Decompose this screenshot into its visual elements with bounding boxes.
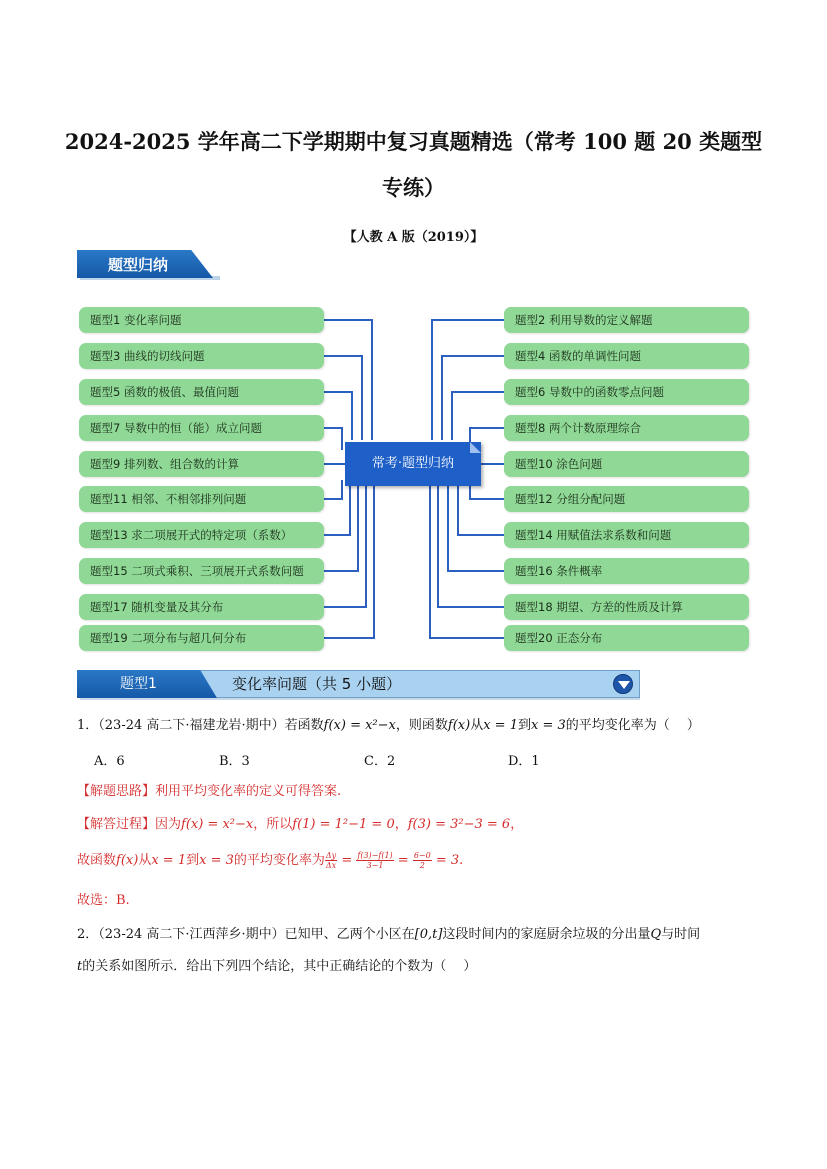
q1-answer: 故选：B. <box>77 893 130 908</box>
q1-process-b: ，所以 <box>253 817 293 832</box>
document-title-line2: 专练） <box>382 175 445 200</box>
q1-conclusion-b: 的平均变化率为 <box>233 853 325 868</box>
q1-process-fx: f(x) = x²−x <box>181 817 254 832</box>
q1-option-b: B．3 <box>219 754 250 769</box>
q2-interval: [0,t] <box>414 927 443 942</box>
section-title: 变化率问题（共 5 小题） <box>232 675 402 693</box>
q1-process-f3: f(3) = 3²−3 = 6 <box>407 817 511 832</box>
q1-eq3: = 3. <box>431 853 464 868</box>
q1-function: f(x) = x²−x <box>323 718 396 733</box>
frac-delta <box>325 851 337 870</box>
topic-item-10: 题型10 涂色问题 <box>504 451 749 477</box>
document-title-line1: 2024-2025 学年高二下学期期中复习真题精选（常考 100 题 20 类题型 <box>64 129 763 154</box>
q2-line2: 的关系如图所示．给出下列四个结论，其中正确结论的个数为（ ） <box>82 959 477 974</box>
topic-item-19: 题型19 二项分布与超几何分布 <box>79 625 324 651</box>
q2-line1-b: 这段时间内的家庭厨余垃圾的分出量 <box>442 927 651 942</box>
frac-delta-den: Δx <box>325 861 337 870</box>
topic-item-15: 题型15 二项式乘积、三项展开式系数问题 <box>79 558 324 584</box>
frac-f-den: 3−1 <box>366 861 384 870</box>
q2-t: t <box>77 959 83 974</box>
q1-process-sep: ， <box>394 817 408 832</box>
q1-from: 从 <box>470 718 484 733</box>
topic-item-6: 题型6 导数中的函数零点问题 <box>504 379 749 405</box>
q1-function-name: f(x) <box>447 718 471 733</box>
q2-line1-c: 与时间 <box>661 927 701 942</box>
frac-val-den: 2 <box>419 861 425 870</box>
topic-item-16: 题型16 条件概率 <box>504 558 749 584</box>
q1-eq1: = <box>337 853 357 868</box>
q1-eq2: = <box>393 853 413 868</box>
topic-item-8: 题型8 两个计数原理综合 <box>504 415 749 441</box>
q1-x3: x = 3 <box>530 718 566 733</box>
q1-thinking <box>77 782 341 802</box>
q1-conclusion-a: 故函数 <box>77 853 117 868</box>
q1-mid: ，则函数 <box>395 718 448 733</box>
q1-process-end: ， <box>510 817 524 832</box>
q1-option-c: C．2 <box>364 754 396 769</box>
mindmap-hub: 常考·题型归纳 <box>345 442 481 486</box>
q1-process-a: 因为 <box>155 817 182 832</box>
q1-x1: x = 1 <box>483 718 518 733</box>
q1-thinking-label: 【解题思路】 <box>77 784 156 799</box>
topic-item-3: 题型3 曲线的切线问题 <box>79 343 324 369</box>
q1-process <box>77 815 523 835</box>
q1-conclusion-x3: x = 3 <box>199 853 234 868</box>
frac-delta-num: Δy <box>325 851 337 860</box>
topic-item-1: 题型1 变化率问题 <box>79 307 324 333</box>
question-2-stem-line1 <box>77 925 700 945</box>
q1-prefix: 1．（23-24 高二下·福建龙岩·期中）若函数 <box>77 718 324 733</box>
q1-to: 到 <box>517 718 531 733</box>
edition-label: 【人教 A 版（2019）】 <box>343 230 484 245</box>
topic-item-14: 题型14 用赋值法求系数和问题 <box>504 522 749 548</box>
q1-suffix: 的平均变化率为（ ） <box>565 718 700 733</box>
section-tag-label: 题型1 <box>120 676 157 692</box>
topic-item-12: 题型12 分组分配问题 <box>504 486 749 512</box>
q1-option-d: D．1 <box>508 754 540 769</box>
question-1-stem <box>77 716 700 736</box>
frac-val <box>413 851 432 870</box>
topic-item-9: 题型9 排列数、组合数的计算 <box>79 451 324 477</box>
question-2-stem-line2 <box>77 957 476 977</box>
q1-process-label: 【解答过程】 <box>77 817 156 832</box>
frac-val-num: 6−0 <box>413 851 431 860</box>
q1-conclusion-x1: x = 1 <box>151 853 187 868</box>
q1-option-a: A．6 <box>94 754 125 769</box>
topic-item-13: 题型13 求二项展开式的特定项（系数） <box>79 522 324 548</box>
topic-item-11: 题型11 相邻、不相邻排列问题 <box>79 486 324 512</box>
frac-f-num: f(3)−f(1) <box>357 851 393 860</box>
summary-banner-label: 题型归纳 <box>108 256 169 274</box>
collapse-toggle-icon[interactable] <box>613 674 633 694</box>
topic-item-7: 题型7 导数中的恒（能）成立问题 <box>79 415 324 441</box>
topic-item-18: 题型18 期望、方差的性质及计算 <box>504 594 749 620</box>
q1-conclusion-from: 从 <box>138 853 152 868</box>
topic-item-2: 题型2 利用导数的定义解题 <box>504 307 749 333</box>
topic-item-20: 题型20 正态分布 <box>504 625 749 651</box>
q2-Q: Q <box>650 927 662 942</box>
topic-item-4: 题型4 函数的单调性问题 <box>504 343 749 369</box>
q1-conclusion-fx: f(x) <box>116 853 139 868</box>
topic-item-17: 题型17 随机变量及其分布 <box>79 594 324 620</box>
topic-item-5: 题型5 函数的极值、最值问题 <box>79 379 324 405</box>
frac-f <box>356 851 393 870</box>
q1-conclusion-to: 到 <box>186 853 200 868</box>
q1-thinking-text: 利用平均变化率的定义可得答案. <box>155 784 342 799</box>
q1-process-f1: f(1) = 1²−1 = 0 <box>292 817 395 832</box>
q1-conclusion <box>77 851 463 871</box>
q2-line1-a: 2．（23-24 高二下·江西萍乡·期中）已知甲、乙两个小区在 <box>77 927 415 942</box>
